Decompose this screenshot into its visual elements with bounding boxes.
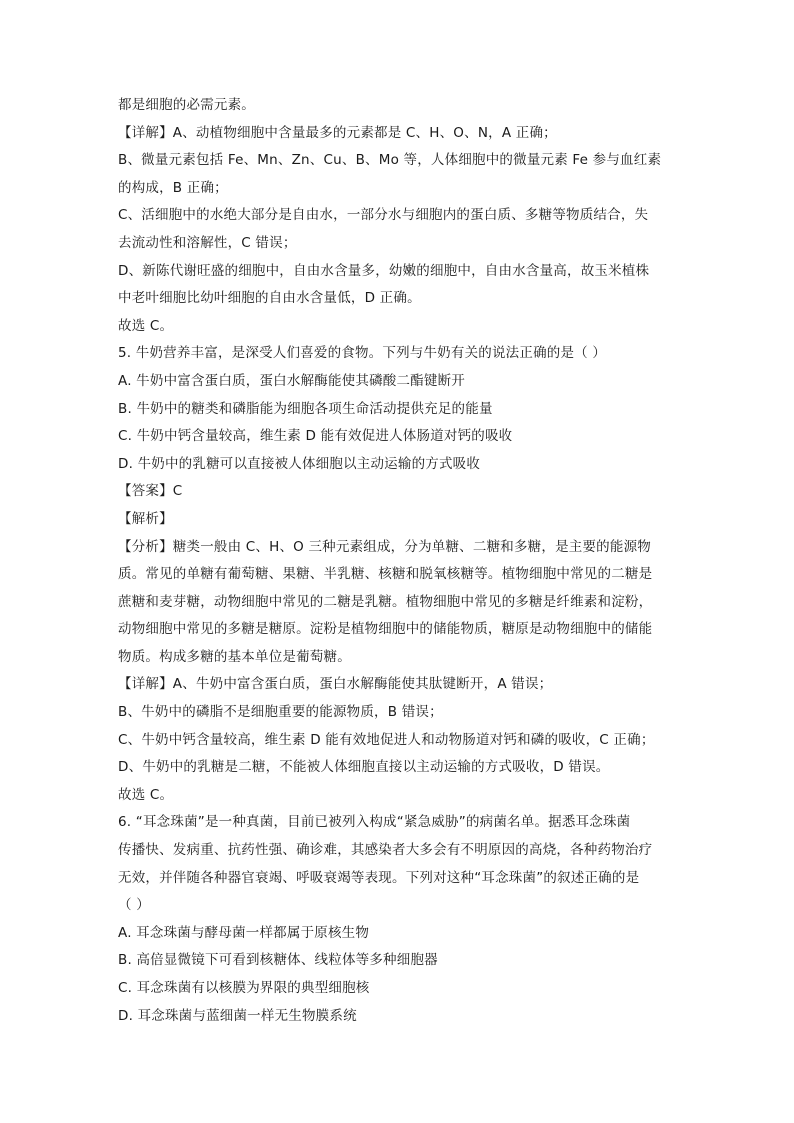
text-line: 传播快、发病重、抗药性强、确诊难，其感染者大多会有不明原因的高烧，各种药物治疗 <box>118 842 653 859</box>
text-line: 无效，并伴随各种器官衰竭、呼吸衰竭等表现。下列对这种“耳念珠菌”的叙述正确的是 <box>118 869 640 886</box>
question-5-stem: 5. 牛奶营养丰富，是深受人们喜爱的食物。下列与牛奶有关的说法正确的是（ ） <box>118 345 607 362</box>
text-line: （ ） <box>118 897 150 914</box>
text-line: D、新陈代谢旺盛的细胞中，自由水含量多，幼嫩的细胞中，自由水含量高，故玉米植株 <box>118 262 650 279</box>
question-5-option-d: D. 牛奶中的乳糖可以直接被人体细胞以主动运输的方式吸收 <box>118 455 481 472</box>
text-line: 中老叶细胞比幼叶细胞的自由水含量低，D 正确。 <box>118 290 421 307</box>
text-line: 【详解】A、动植物细胞中含量最多的元素都是 C、H、O、N，A 正确； <box>118 124 557 141</box>
text-line: 故选 C。 <box>118 786 174 803</box>
question-6-option-c: C. 耳念珠菌有以核膜为界限的典型细胞核 <box>118 980 370 996</box>
question-6-stem: 6. “耳念珠菌”是一种真菌，目前已被列入构成“紧急威胁”的病菌名单。据悉耳念珠菌 <box>118 814 631 831</box>
analysis-label: 【解析】 <box>118 510 173 527</box>
text-line: 动物细胞中常见的多糖是糖原。淀粉是植物细胞中的储能物质，糖原是动物细胞中的储能 <box>118 621 653 638</box>
question-5-option-c: C. 牛奶中钙含量较高，维生素 D 能有效促进人体肠道对钙的吸收 <box>118 428 513 445</box>
question-6-option-b: B. 高倍显微镜下可看到核糖体、线粒体等多种细胞器 <box>118 952 438 969</box>
document-page <box>118 92 678 1030</box>
text-line: 故选 C。 <box>118 317 174 334</box>
text-line: C、活细胞中的水绝大部分是自由水，一部分水与细胞内的蛋白质、多糖等物质结合，失 <box>118 207 649 224</box>
question-6-option-a: A. 耳念珠菌与酵母菌一样都属于原核生物 <box>118 924 370 941</box>
question-5-option-b: B. 牛奶中的糖类和磷脂能为细胞各项生命活动提供充足的能量 <box>118 400 493 417</box>
text-line: 都是细胞的必需元素。 <box>118 97 255 113</box>
text-line: B、微量元素包括 Fe、Mn、Zn、Cu、B、Mo 等，人体细胞中的微量元素 Fe 参与血红素 <box>118 152 662 169</box>
question-6-option-d: D. 耳念珠菌与蓝细菌一样无生物膜系统 <box>118 1007 357 1024</box>
question-5-option-a: A. 牛奶中富含蛋白质，蛋白水解酶能使其磷酸二酯键断开 <box>118 372 465 389</box>
text-line: 【分析】糖类一般由 C、H、O 三种元素组成，分为单糖、二糖和多糖，是主要的能源物 <box>118 538 651 555</box>
text-line: 质。常见的单糖有葡萄糖、果糖、半乳糖、核糖和脱氧核糖等。植物细胞中常见的二糖是 <box>118 566 653 583</box>
answer-label: 【答案】C <box>118 483 183 500</box>
text-line: B、牛奶中的磷脂不是细胞重要的能源物质，B 错误； <box>118 704 443 721</box>
text-line: 蔗糖和麦芽糖，动物细胞中常见的二糖是乳糖。植物细胞中常见的多糖是纤维素和淀粉， <box>118 593 653 610</box>
text-line: C、牛奶中钙含量较高，维生素 D 能有效地促进人和动物肠道对钙和磷的吸收，C 正确； <box>118 731 655 748</box>
text-line: 【详解】A、牛奶中富含蛋白质，蛋白水解酶能使其肽键断开，A 错误； <box>118 676 553 693</box>
text-line: 去流动性和溶解性，C 错误； <box>118 234 297 251</box>
text-line: 的构成，B 正确； <box>118 179 228 196</box>
text-line: 物质。构成多糖的基本单位是葡萄糖。 <box>118 648 351 665</box>
text-line: D、牛奶中的乳糖是二糖，不能被人体细胞直接以主动运输的方式吸收，D 错误。 <box>118 759 610 776</box>
